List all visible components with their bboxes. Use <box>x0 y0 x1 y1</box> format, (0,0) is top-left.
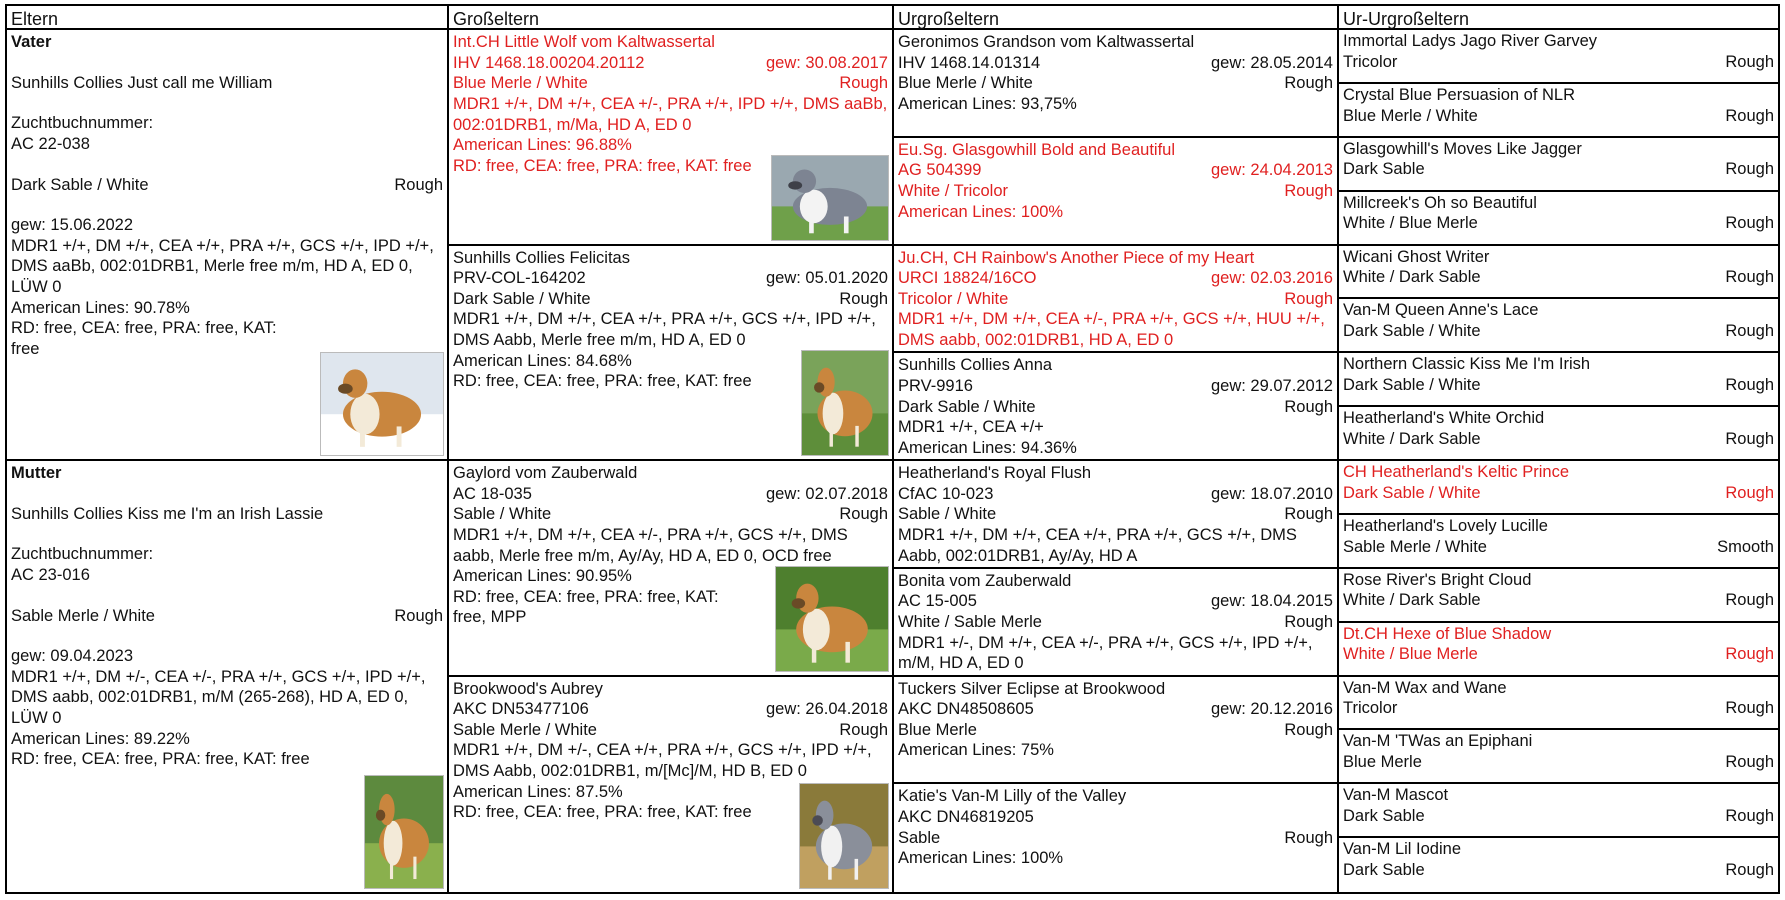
reg-born-row <box>898 699 1333 720</box>
row-left: Dark Sable / White <box>1343 483 1481 502</box>
parent-cell-vater <box>7 30 447 461</box>
gg-grandparent-cell <box>1339 515 1778 569</box>
color-coat-row <box>1343 106 1774 127</box>
health-tests: MDR1 +/+, DM +/+, CEA +/+, PRA +/+, GCS +/+, DMS Aabb, 002:01DRB1, Ay/Ay, HD A <box>898 525 1297 565</box>
dog-name: Gaylord vom Zauberwald <box>453 464 638 482</box>
reg-born-row <box>898 591 1333 612</box>
gg-grandparent-cell <box>1339 84 1778 138</box>
row-left: Sable / White <box>453 505 552 524</box>
row-left: Tricolor / White <box>898 289 1009 308</box>
dog-name: Heatherland's Royal Flush <box>898 464 1091 482</box>
row-left: Tricolor <box>1343 699 1398 718</box>
row-right: Rough <box>1725 160 1774 179</box>
pedigree-table <box>5 4 1780 894</box>
color-coat-row <box>1343 698 1774 719</box>
row-right: gew: 20.12.2016 <box>1210 700 1333 719</box>
row-left: PRV-9916 <box>898 376 973 395</box>
row-right: Rough <box>1725 753 1774 771</box>
rd-results: RD: free, CEA: free, PRA: free, KAT: free <box>453 803 752 822</box>
row-left: Tricolor <box>1343 52 1398 71</box>
color-coat-row <box>1343 644 1774 665</box>
dog-name: Rose River's Bright Cloud <box>1343 570 1532 589</box>
row-right: Rough <box>839 74 888 93</box>
color-coat-row <box>453 73 888 94</box>
reg-born-row <box>453 53 888 74</box>
color-coat-row <box>898 612 1333 633</box>
dog-name: Eu.Sg. Glasgowhill Bold and Beautiful <box>898 140 1176 159</box>
dog-name: Dt.CH Hexe of Blue Shadow <box>1343 624 1552 643</box>
color-coat-row <box>11 175 443 196</box>
dog-name: Sunhills Collies Anna <box>898 356 1053 375</box>
dog-name: Van-M Wax and Wane <box>1343 678 1507 697</box>
row-right: Rough <box>1725 106 1774 125</box>
row-left: Blue Merle <box>1343 753 1422 771</box>
dog-photo-blue-merle-on-lawn <box>771 155 889 241</box>
rd-results: RD: free, CEA: free, PRA: free, KAT: free <box>453 372 752 391</box>
row-right: Rough <box>1725 860 1774 879</box>
row-right: Rough <box>394 606 443 625</box>
spacer <box>11 53 443 73</box>
reg-born-row <box>898 160 1333 181</box>
row-right: Rough <box>1725 591 1774 610</box>
row-right: gew: 29.07.2012 <box>1210 376 1333 395</box>
row-left: AC 18-035 <box>453 484 532 503</box>
dog-name: Van-M Queen Anne's Lace <box>1343 301 1539 320</box>
born-date: gew: 15.06.2022 <box>11 216 134 235</box>
color-coat-row <box>1343 321 1774 342</box>
dog-name: Sunhills Collies Felicitas <box>453 248 630 267</box>
american-lines: American Lines: 90.95% <box>453 567 632 586</box>
row-right: Rough <box>1725 429 1774 448</box>
dog-name: Heatherland's Lovely Lucille <box>1343 516 1548 535</box>
dog-name: Geronimos Grandson vom Kaltwassertal <box>898 33 1195 51</box>
dog-name: Bonita vom Zauberwald <box>898 571 1072 590</box>
american-lines: American Lines: 89.22% <box>11 729 190 748</box>
american-lines: American Lines: 90.78% <box>11 298 190 317</box>
zuchtbuch-label: Zuchtbuchnummer: <box>11 545 154 564</box>
color-coat-row <box>898 720 1333 741</box>
color-coat-row <box>453 504 888 525</box>
zuchtbuch-number: AC 22-038 <box>11 134 90 153</box>
dog-name: Katie's Van-M Lilly of the Valley <box>898 787 1127 806</box>
american-lines: American Lines: 100% <box>898 849 1064 868</box>
row-right: Rough <box>1284 74 1333 93</box>
dog-photo-sable-merle-in-field <box>799 783 889 889</box>
row-right: Rough <box>1284 505 1333 524</box>
dog-photo-sable-sitting-on-grass <box>801 350 889 456</box>
row-right: gew: 30.08.2017 <box>765 53 888 72</box>
row-left: Dark Sable / White <box>898 397 1036 416</box>
dog-name: Van-M 'TWas an Epiphani <box>1343 732 1533 751</box>
color-coat-row <box>898 397 1333 418</box>
row-right: Rough <box>1284 182 1333 200</box>
row-left: URCI 18824/16CO <box>898 269 1037 288</box>
color-coat-row <box>1343 860 1774 881</box>
spacer <box>11 626 443 646</box>
color-coat-row <box>898 181 1333 202</box>
row-left: Sable / White <box>898 505 997 524</box>
row-left: Dark Sable / White <box>11 175 149 194</box>
dog-photo-sable-lying-on-grass <box>775 566 889 672</box>
gg-grandparent-cell <box>1339 353 1778 407</box>
row-right: Rough <box>1725 214 1774 233</box>
gg-grandparent-cell <box>1339 407 1778 461</box>
row-right: Rough <box>1725 645 1774 664</box>
row-left: Blue Merle / White <box>1343 106 1478 125</box>
color-coat-row <box>898 73 1333 94</box>
header-urgrosseltern: Urgroßeltern <box>894 6 1337 30</box>
row-right: gew: 28.05.2014 <box>1210 53 1333 72</box>
row-right: gew: 05.01.2020 <box>765 269 888 288</box>
gg-grandparent-cell <box>1339 623 1778 677</box>
reg-born-row <box>453 699 888 720</box>
gg-grandparent-cell <box>1339 784 1778 838</box>
row-right: gew: 24.04.2013 <box>1210 161 1333 180</box>
spacer <box>11 93 443 113</box>
dog-name: Northern Classic Kiss Me I'm Irish <box>1343 355 1591 374</box>
row-right: gew: 18.04.2015 <box>1210 592 1333 611</box>
great-grandparent-cell <box>894 246 1337 354</box>
row-right: Rough <box>839 505 888 524</box>
row-right: Rough <box>1725 699 1774 718</box>
great-grandparent-cell <box>894 784 1337 892</box>
row-left: IHV 1468.14.01314 <box>898 53 1041 72</box>
row-left: AKC DN46819205 <box>898 807 1034 826</box>
spacer <box>11 155 443 175</box>
dog-name: Sunhills Collies Kiss me I'm an Irish Lassie <box>11 504 324 523</box>
row-left: CfAC 10-023 <box>898 484 994 503</box>
row-left: AC 15-005 <box>898 592 977 611</box>
dog-name: Millcreek's Oh so Beautiful <box>1343 193 1537 212</box>
row-left: Blue Merle <box>898 720 977 739</box>
health-tests: MDR1 +/+, DM +/+, CEA +/-, PRA +/+, GCS +/+, DMS aabb, Merle free m/m, Ay/Ay, HD A, ED 0, OCD free <box>453 525 848 565</box>
grandparent-cell <box>449 461 892 677</box>
american-lines: American Lines: 100% <box>898 202 1064 221</box>
gg-grandparent-cell <box>1339 138 1778 192</box>
great-grandparent-cell <box>894 569 1337 677</box>
health-tests: MDR1 +/+, DM +/+, CEA +/+, PRA +/+, GCS +/+, IPD +/+, DMS aaBb, 002:01DRB1, Merle free m/m, HD A, ED 0, LÜW 0 <box>11 236 434 296</box>
reg-born-row <box>453 268 888 289</box>
color-coat-row <box>898 289 1333 310</box>
row-right: Rough <box>1725 806 1774 825</box>
row-right: Rough <box>1725 375 1774 394</box>
spacer <box>11 484 443 504</box>
row-left: Sable Merle / White <box>453 720 597 739</box>
row-right: Rough <box>1725 52 1774 71</box>
color-coat-row <box>898 504 1333 525</box>
color-coat-row <box>1343 159 1774 180</box>
health-tests: MDR1 +/-, DM +/+, CEA +/-, PRA +/+, GCS +/+, IPD +/+, m/M, HD A, ED 0 <box>898 633 1313 673</box>
spacer <box>11 524 443 544</box>
spacer <box>11 586 443 606</box>
dog-name: Heatherland's White Orchid <box>1343 409 1545 428</box>
row-left: AKC DN48508605 <box>898 700 1034 719</box>
row-right: Rough <box>1284 720 1333 739</box>
row-right: Smooth <box>1717 537 1774 556</box>
header-ur-urgrosseltern: Ur-Urgroßeltern <box>1339 6 1778 30</box>
born-date: gew: 09.04.2023 <box>11 647 134 666</box>
american-lines: American Lines: 87.5% <box>453 782 623 801</box>
reg-born-row <box>898 268 1333 289</box>
row-left: Dark Sable <box>1343 860 1425 879</box>
row-right: Rough <box>1725 268 1774 287</box>
gg-grandparent-cell <box>1339 192 1778 246</box>
row-left: AG 504399 <box>898 161 982 180</box>
rd-results: RD: free, CEA: free, PRA: free, KAT: free <box>11 319 277 358</box>
row-left: White / Blue Merle <box>1343 214 1478 233</box>
reg-born-row <box>898 484 1333 505</box>
row-left: Dark Sable / White <box>1343 375 1481 394</box>
row-left: Dark Sable / White <box>453 289 591 308</box>
great-grandparent-cell <box>894 138 1337 246</box>
gg-grandparent-cell <box>1339 246 1778 300</box>
parent-role: Mutter <box>11 464 62 482</box>
rd-results: RD: free, CEA: free, PRA: free, KAT: free, MPP <box>453 587 719 627</box>
row-right: gew: 02.03.2016 <box>1210 269 1333 288</box>
rd-results: RD: free, CEA: free, PRA: free, KAT: free <box>453 156 752 175</box>
color-coat-row <box>1343 267 1774 288</box>
color-coat-row <box>1343 52 1774 73</box>
row-right: Rough <box>1284 613 1333 631</box>
color-coat-row <box>1343 429 1774 450</box>
great-grandparent-cell <box>894 30 1337 138</box>
dog-name: CH Heatherland's Keltic Prince <box>1343 463 1569 481</box>
grandparent-cell <box>449 30 892 246</box>
grandparent-cell <box>449 246 892 462</box>
color-coat-row <box>1343 483 1774 504</box>
row-left: White / Dark Sable <box>1343 591 1481 610</box>
gg-grandparent-cell <box>1339 461 1778 515</box>
row-left: Dark Sable / White <box>1343 322 1481 340</box>
color-coat-row <box>1343 752 1774 773</box>
dog-name: Van-M Mascot <box>1343 786 1449 805</box>
american-lines: American Lines: 84.68% <box>453 351 632 370</box>
row-left: Blue Merle / White <box>453 74 588 93</box>
row-right: Rough <box>394 175 443 194</box>
row-right: gew: 18.07.2010 <box>1210 484 1333 503</box>
dog-photo-sable-merle-in-garden <box>364 775 444 889</box>
gg-grandparent-cell <box>1339 30 1778 84</box>
dog-name: Sunhills Collies Just call me William <box>11 73 273 92</box>
american-lines: American Lines: 96.88% <box>453 136 632 155</box>
reg-born-row <box>453 484 888 505</box>
row-left: Sable Merle / White <box>1343 537 1487 556</box>
health-tests: MDR1 +/+, DM +/-, CEA +/+, PRA +/+, GCS +/+, IPD +/+, DMS Aabb, 002:01DRB1, m/[Mc]/M, HD B, ED 0 <box>453 741 872 780</box>
dog-name: Int.CH Little Wolf vom Kaltwassertal <box>453 33 715 51</box>
row-right: Rough <box>1725 483 1774 502</box>
row-left: White / Blue Merle <box>1343 645 1478 664</box>
header-grosseltern: Großeltern <box>449 6 892 30</box>
great-grandparent-cell <box>894 461 1337 569</box>
health-tests: MDR1 +/+, DM +/+, CEA +/-, PRA +/+, GCS +/+, HUU +/+, DMS aabb, 002:01DRB1, HD A, ED 0 <box>898 310 1325 349</box>
dog-photo-sable-in-snow <box>320 352 444 456</box>
dog-name: Tuckers Silver Eclipse at Brookwood <box>898 679 1166 698</box>
row-left: Sable Merle / White <box>11 606 155 625</box>
parent-role: Vater <box>11 33 52 51</box>
color-coat-row <box>1343 806 1774 827</box>
gg-grandparent-cell <box>1339 838 1778 892</box>
color-coat-row <box>1343 213 1774 234</box>
zuchtbuch-number: AC 23-016 <box>11 565 90 584</box>
grandparent-cell <box>449 677 892 893</box>
row-left: White / Sable Merle <box>898 613 1042 631</box>
dog-name: Wicani Ghost Writer <box>1343 247 1490 266</box>
row-left: AKC DN53477106 <box>453 700 589 719</box>
header-eltern: Eltern <box>7 6 447 30</box>
row-right: Rough <box>839 720 888 739</box>
reg-born-row <box>898 53 1333 74</box>
american-lines: American Lines: 94.36% <box>898 438 1077 457</box>
row-left: White / Tricolor <box>898 182 1009 200</box>
health-tests: MDR1 +/+, DM +/-, CEA +/-, PRA +/+, GCS +/+, IPD +/+, DMS aabb, 002:01DRB1, m/M (265-268), HD A, ED 0, LÜW 0 <box>11 667 426 727</box>
parent-cell-mutter <box>7 461 447 892</box>
row-right: Rough <box>1725 322 1774 340</box>
health-tests: MDR1 +/+, CEA +/+ <box>898 418 1044 437</box>
gg-grandparent-cell <box>1339 730 1778 784</box>
dog-name: Brookwood's Aubrey <box>453 679 603 698</box>
color-coat-row <box>453 720 888 741</box>
dog-name: Van-M Lil Iodine <box>1343 840 1462 859</box>
dog-name: Crystal Blue Persuasion of NLR <box>1343 85 1576 104</box>
spacer <box>11 195 443 215</box>
row-left: IHV 1468.18.00204.20112 <box>453 53 645 72</box>
row-left: Dark Sable <box>1343 806 1425 825</box>
health-tests: MDR1 +/+, DM +/+, CEA +/-, PRA +/+, IPD +/+, DMS aaBb, 002:01DRB1, m/Ma, HD A, ED 0 <box>453 94 888 134</box>
gg-grandparent-cell <box>1339 299 1778 353</box>
color-coat-row <box>1343 375 1774 396</box>
row-left: Sable <box>898 828 941 847</box>
zuchtbuch-label: Zuchtbuchnummer: <box>11 114 154 133</box>
american-lines: American Lines: 75% <box>898 741 1054 760</box>
row-left: White / Dark Sable <box>1343 429 1481 448</box>
gg-grandparent-cell <box>1339 569 1778 623</box>
row-left: PRV-COL-164202 <box>453 269 586 288</box>
color-coat-row <box>898 828 1333 849</box>
color-coat-row <box>1343 590 1774 611</box>
dog-name: Glasgowhill's Moves Like Jagger <box>1343 139 1582 158</box>
color-coat-row <box>11 606 443 627</box>
row-left: Blue Merle / White <box>898 74 1033 93</box>
color-coat-row <box>1343 537 1774 558</box>
row-right: Rough <box>1284 289 1333 308</box>
american-lines: American Lines: 93,75% <box>898 94 1077 113</box>
health-tests: MDR1 +/+, DM +/+, CEA +/+, PRA +/+, GCS +/+, IPD +/+, DMS Aabb, Merle free m/m, HD A, ED 0 <box>453 310 876 349</box>
color-coat-row <box>453 289 888 310</box>
great-grandparent-cell <box>894 353 1337 461</box>
dog-name: Ju.CH, CH Rainbow's Another Piece of my Heart <box>898 248 1255 267</box>
row-left: White / Dark Sable <box>1343 268 1481 287</box>
great-grandparent-cell <box>894 677 1337 785</box>
row-right: Rough <box>1284 828 1333 847</box>
row-right: Rough <box>1284 397 1333 416</box>
row-left: Dark Sable <box>1343 160 1425 179</box>
reg-born-row <box>898 807 1333 828</box>
dog-name: Immortal Ladys Jago River Garvey <box>1343 32 1598 50</box>
row-right: gew: 02.07.2018 <box>765 484 888 503</box>
reg-born-row <box>898 376 1333 397</box>
gg-grandparent-cell <box>1339 677 1778 731</box>
rd-results: RD: free, CEA: free, PRA: free, KAT: free <box>11 750 310 769</box>
row-right: Rough <box>839 289 888 308</box>
row-right: gew: 26.04.2018 <box>765 700 888 719</box>
